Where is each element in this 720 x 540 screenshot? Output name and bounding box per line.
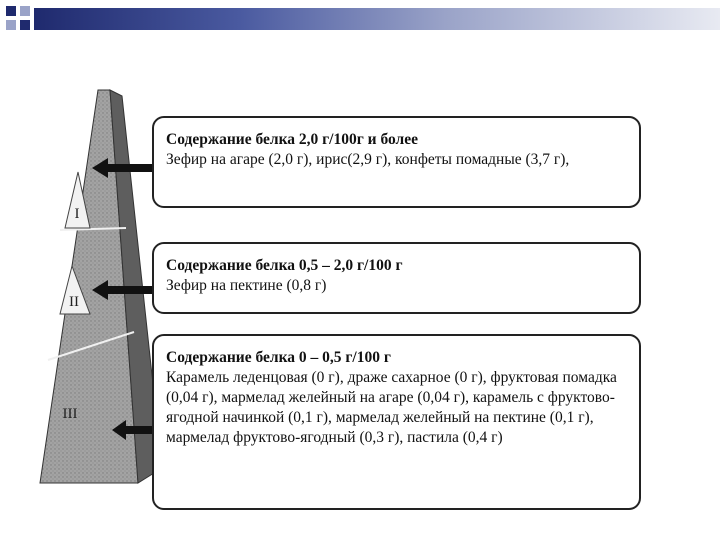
decor-square-2 xyxy=(20,6,30,16)
arrow-level-2 xyxy=(92,278,154,302)
slide-header-decoration xyxy=(0,0,720,36)
level-1-box xyxy=(152,116,641,208)
level-3-box xyxy=(152,334,641,510)
level-1-text: Зефир на агаре (2,0 г), ирис(2,9 г), конфеты помадные (3,7 г), xyxy=(166,151,570,168)
arrow-level-1 xyxy=(92,156,154,180)
level-2-text: Зефир на пектине (0,8 г) xyxy=(166,277,327,294)
level-3-text: Карамель леденцовая (0 г), драже сахарное (0 г), фруктовая помадка (0,04 г), мармелад желейный на агаре (0,04 г), карамель с фруктово-ягодной начинкой (0,1 г), мармелад желейный на пектине (0,1 г), мармелад фруктово-ягодный (0,3 г), пастила (0,4 г) xyxy=(166,369,617,446)
decor-square-4 xyxy=(20,20,30,30)
decor-square-3 xyxy=(6,20,16,30)
level-2-title: Содержание белка 0,5 – 2,0 г/100 г xyxy=(166,257,403,274)
decor-square-1 xyxy=(6,6,16,16)
level-2-box xyxy=(152,242,641,314)
level-III-numeral: III xyxy=(62,406,78,422)
level-I-numeral: I xyxy=(74,206,80,222)
header-gradient-strip xyxy=(34,8,720,30)
level-3-title: Содержание белка 0 – 0,5 г/100 г xyxy=(166,349,391,366)
arrow-level-3 xyxy=(112,418,154,442)
level-II-numeral: II xyxy=(69,294,79,310)
level-1-title: Содержание белка 2,0 г/100г и более xyxy=(166,131,418,148)
